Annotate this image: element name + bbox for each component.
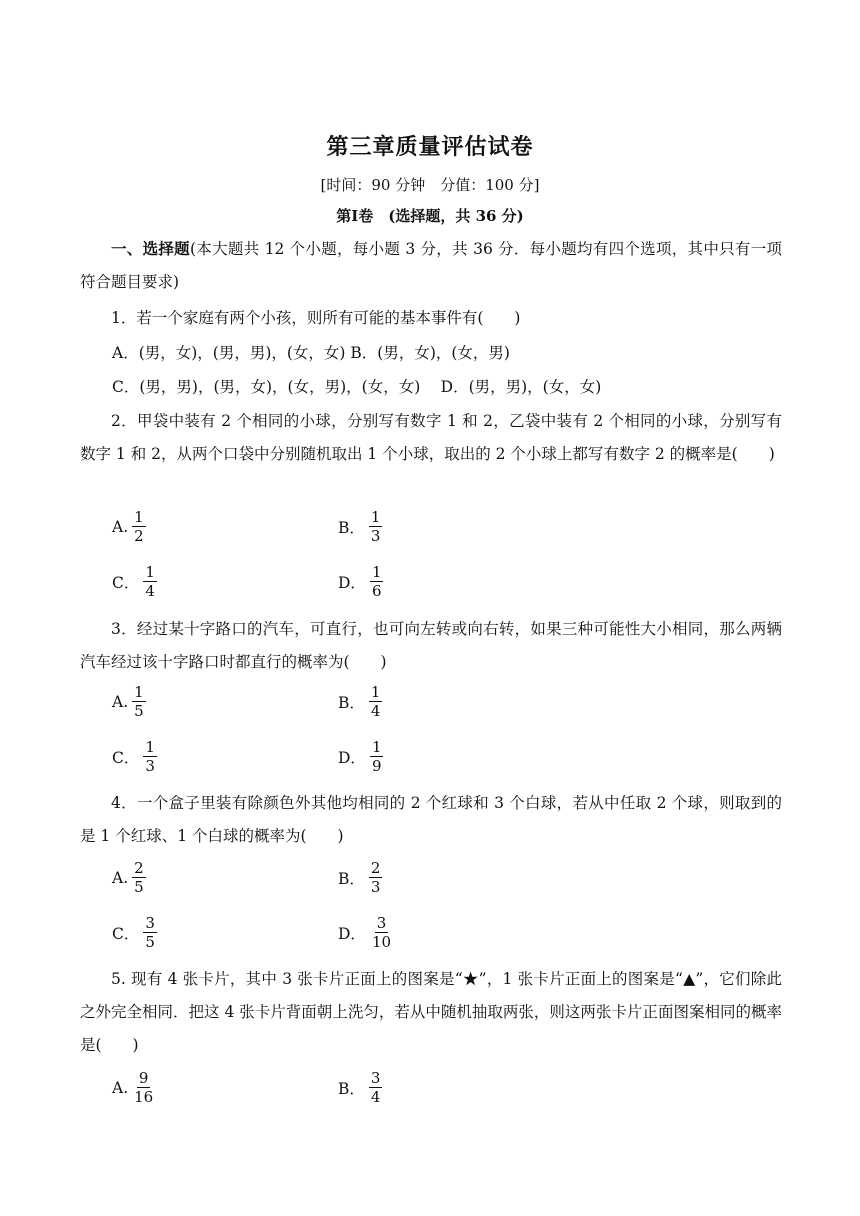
page-title: 第三章质量评估试卷	[326, 134, 534, 160]
fraction-numerator: 2	[370, 859, 381, 877]
option-label: C．	[112, 573, 140, 592]
question-5-stem: 5. 现有 4 张卡片，其中 3 张卡片正面上的图案是“★”，1 张卡片正面上的图案是“▲”，它们除此之外完全相同．把这 4 张卡片背面朝上洗匀，若从中随机抽取两张，则这两张卡片正面图案相同的概率是( )	[80, 970, 782, 1054]
option-label: D．	[338, 924, 366, 943]
section-heading: 一、选择题	[111, 239, 190, 258]
fraction	[132, 508, 146, 545]
fraction	[370, 563, 384, 600]
fraction	[143, 563, 157, 600]
question-4-option-a	[112, 859, 146, 896]
question-5-option-b	[338, 1069, 382, 1106]
part-heading: 第Ⅰ卷 (选择题，共 36 分)	[336, 207, 524, 225]
fraction-denominator: 3	[370, 878, 381, 896]
question-3-stem: 3．经过某十字路口的汽车，可直行，也可向左转或向右转，如果三种可能性大小相同，那么两辆汽车经过该十字路口时都直行的概率为( )	[80, 620, 782, 671]
question-2-option-d	[338, 563, 383, 600]
question-2-option-a	[112, 508, 146, 545]
fraction	[370, 738, 384, 775]
question-1-options-line-1: A．(男，女)，(男，男)，(女，女) B．(男，女)，(女，男)	[112, 344, 510, 362]
fraction-numerator: 1	[134, 683, 144, 701]
fraction-numerator: 1	[145, 563, 155, 581]
fraction-numerator: 3	[370, 1069, 381, 1087]
question-3-option-a	[112, 683, 146, 720]
option-label: A.	[112, 868, 129, 887]
option-label: C．	[112, 748, 140, 767]
fraction-numerator: 1	[134, 508, 144, 526]
question-4-stem: 4．一个盒子里装有除颜色外其他均相同的 2 个红球和 3 个白球，若从中任取 2 个球，则取到的是 1 个红球、1 个白球的概率为( )	[80, 794, 782, 845]
option-label: C．	[112, 924, 140, 943]
option-label: D．	[338, 748, 366, 767]
section-instructions	[80, 232, 782, 299]
fraction	[369, 683, 383, 720]
fraction-denominator: 5	[134, 702, 144, 720]
fraction-denominator: 6	[371, 582, 382, 600]
option-label: D．	[338, 573, 366, 592]
fraction	[369, 508, 383, 545]
fraction-numerator: 3	[376, 914, 387, 932]
fraction-denominator: 16	[134, 1088, 154, 1106]
question-2-option-c	[112, 563, 157, 600]
exam-time-score: [时间：90 分钟 分值：100 分]	[320, 176, 540, 194]
fraction	[143, 738, 157, 775]
option-label: A.	[112, 692, 129, 711]
fraction	[369, 859, 383, 896]
fraction	[132, 683, 146, 720]
fraction-numerator: 1	[145, 738, 155, 756]
question-4-option-c	[112, 914, 157, 951]
option-label: A.	[112, 517, 129, 536]
fraction	[143, 914, 157, 951]
question-2-option-b	[338, 508, 382, 545]
fraction-denominator: 2	[134, 527, 144, 545]
fraction-numerator: 2	[134, 859, 144, 877]
fraction-numerator: 1	[370, 683, 381, 701]
fraction	[132, 859, 146, 896]
question-3-option-d	[338, 738, 383, 775]
fraction-denominator: 3	[370, 527, 381, 545]
option-label: B．	[338, 518, 365, 537]
option-label: B．	[338, 1079, 365, 1098]
fraction-numerator: 9	[138, 1069, 149, 1087]
fraction-denominator: 9	[371, 757, 382, 775]
fraction-denominator: 4	[370, 1088, 381, 1106]
question-2-stem: 2．甲袋中装有 2 个相同的小球，分别写有数字 1 和 2，乙袋中装有 2 个相同的小球，分别写有数字 1 和 2，从两个口袋中分别随机取出 1 个小球，取出的 2 个小球上都写有数字 2 的概率是( )	[80, 412, 782, 463]
question-1-stem: 1．若一个家庭有两个小孩，则所有可能的基本事件有( )	[111, 309, 521, 327]
question-4-option-d	[338, 914, 393, 951]
fraction	[370, 914, 393, 951]
option-label: B．	[338, 869, 365, 888]
question-5-option-a	[112, 1069, 155, 1106]
question-4-option-b	[338, 859, 382, 896]
question-1-options-line-2: C．(男，男)，(男，女)，(女，男)，(女，女) D．(男，男)，(女，女)	[112, 378, 602, 396]
fraction-numerator: 3	[145, 914, 155, 932]
question-3-option-c	[112, 738, 157, 775]
question-3-option-b	[338, 683, 382, 720]
fraction-denominator: 4	[370, 702, 381, 720]
fraction-numerator: 1	[371, 563, 382, 581]
section-note: (本大题共 12 个小题，每小题 3 分，共 36 分．每小题均有四个选项，其中只有一项符合题目要求)	[80, 240, 782, 291]
fraction-denominator: 5	[145, 933, 155, 951]
fraction-denominator: 5	[134, 878, 144, 896]
option-label: B．	[338, 693, 365, 712]
fraction	[132, 1069, 155, 1106]
fraction-numerator: 1	[371, 738, 382, 756]
fraction-denominator: 3	[145, 757, 155, 775]
fraction	[369, 1069, 383, 1106]
option-label: A.	[112, 1078, 129, 1097]
fraction-denominator: 4	[145, 582, 155, 600]
fraction-numerator: 1	[370, 508, 381, 526]
fraction-denominator: 10	[371, 933, 392, 951]
